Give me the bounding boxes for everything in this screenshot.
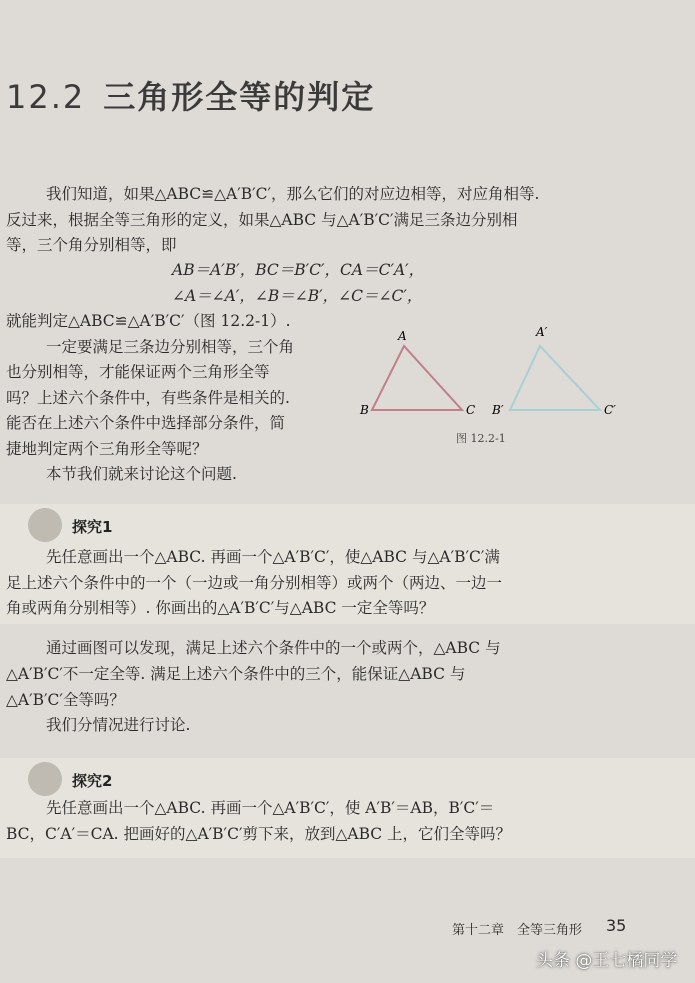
equation-angles: ∠A＝∠A′，∠B＝∠B′，∠C＝∠C′，	[172, 287, 423, 305]
vertex-label-b: B	[360, 403, 369, 417]
paragraph-line: 捷地判定两个三角形全等呢？	[6, 440, 208, 458]
section-title-text: 三角形全等的判定	[103, 78, 376, 116]
paragraph-line: △A′B′C′不一定全等. 满足上述六个条件中的三个，能保证△ABC 与	[6, 665, 466, 683]
triangle-abc	[372, 346, 462, 410]
section-title	[6, 72, 375, 118]
paragraph-line: 就能判定△ABC≌△A′B′C′（图 12.2-1）.	[6, 312, 291, 330]
vertex-label-c-prime: C′	[604, 403, 616, 417]
equation-sides: AB＝A′B′，BC＝B′C′，CA＝C′A′，	[172, 261, 425, 279]
explore-1-line: 先任意画出一个△ABC. 再画一个△A′B′C′，使△ABC 与△A′B′C′满	[46, 548, 500, 566]
paragraph-line: 我们知道，如果△ABC≌△A′B′C′，那么它们的对应边相等，对应角相等.	[46, 185, 540, 203]
paragraph-line: 等，三个角分别相等，即	[6, 236, 177, 254]
explore-1-line: 足上述六个条件中的一个（一边或一角分别相等）或两个（两边、一边一	[6, 574, 503, 592]
watermark: 头条 @王七橘同学	[536, 951, 678, 971]
explore-1-title: 探究1	[72, 518, 113, 536]
triangle-figure	[356, 326, 656, 446]
paragraph-line: △A′B′C′全等吗？	[6, 691, 125, 709]
explore-2-line: BC，C′A′＝CA. 把画好的△A′B′C′剪下来，放到△ABC 上，它们全等吗？	[6, 825, 512, 843]
vertex-label-c: C	[466, 403, 476, 417]
explore-2-title: 探究2	[72, 772, 113, 790]
figure-caption: 图 12.2-1	[456, 432, 506, 445]
vertex-label-a: A	[398, 329, 407, 343]
explore-1-line: 角或两角分别相等）. 你画出的△A′B′C′与△ABC 一定全等吗？	[6, 599, 435, 617]
explore-icon	[28, 508, 62, 542]
page-number: 35	[606, 916, 627, 935]
explore-icon	[28, 762, 62, 796]
vertex-label-b-prime: B′	[492, 403, 504, 417]
paragraph-line: 吗？上述六个条件中，有些条件是相关的.	[6, 389, 290, 407]
paragraph-line: 通过画图可以发现，满足上述六个条件中的一个或两个，△ABC 与	[46, 639, 501, 657]
paragraph-line: 一定要满足三条边分别相等，三个角	[46, 338, 295, 356]
section-number: 12.2	[6, 78, 86, 116]
vertex-label-a-prime: A′	[536, 326, 548, 339]
paragraph-line: 我们分情况进行讨论.	[46, 716, 191, 734]
paragraph-line: 反过来，根据全等三角形的定义，如果△ABC 与△A′B′C′满足三条边分别相	[6, 211, 518, 229]
paragraph-line: 也分别相等，才能保证两个三角形全等	[6, 363, 270, 381]
paragraph-line: 本节我们就来讨论这个问题.	[46, 465, 237, 483]
triangle-a-prime	[510, 346, 600, 410]
paragraph-line: 能否在上述六个条件中选择部分条件，简	[6, 414, 286, 432]
explore-2-line: 先任意画出一个△ABC. 再画一个△A′B′C′，使 A′B′＝AB，B′C′＝	[46, 799, 495, 817]
footer-chapter: 第十二章 全等三角形	[452, 923, 583, 938]
